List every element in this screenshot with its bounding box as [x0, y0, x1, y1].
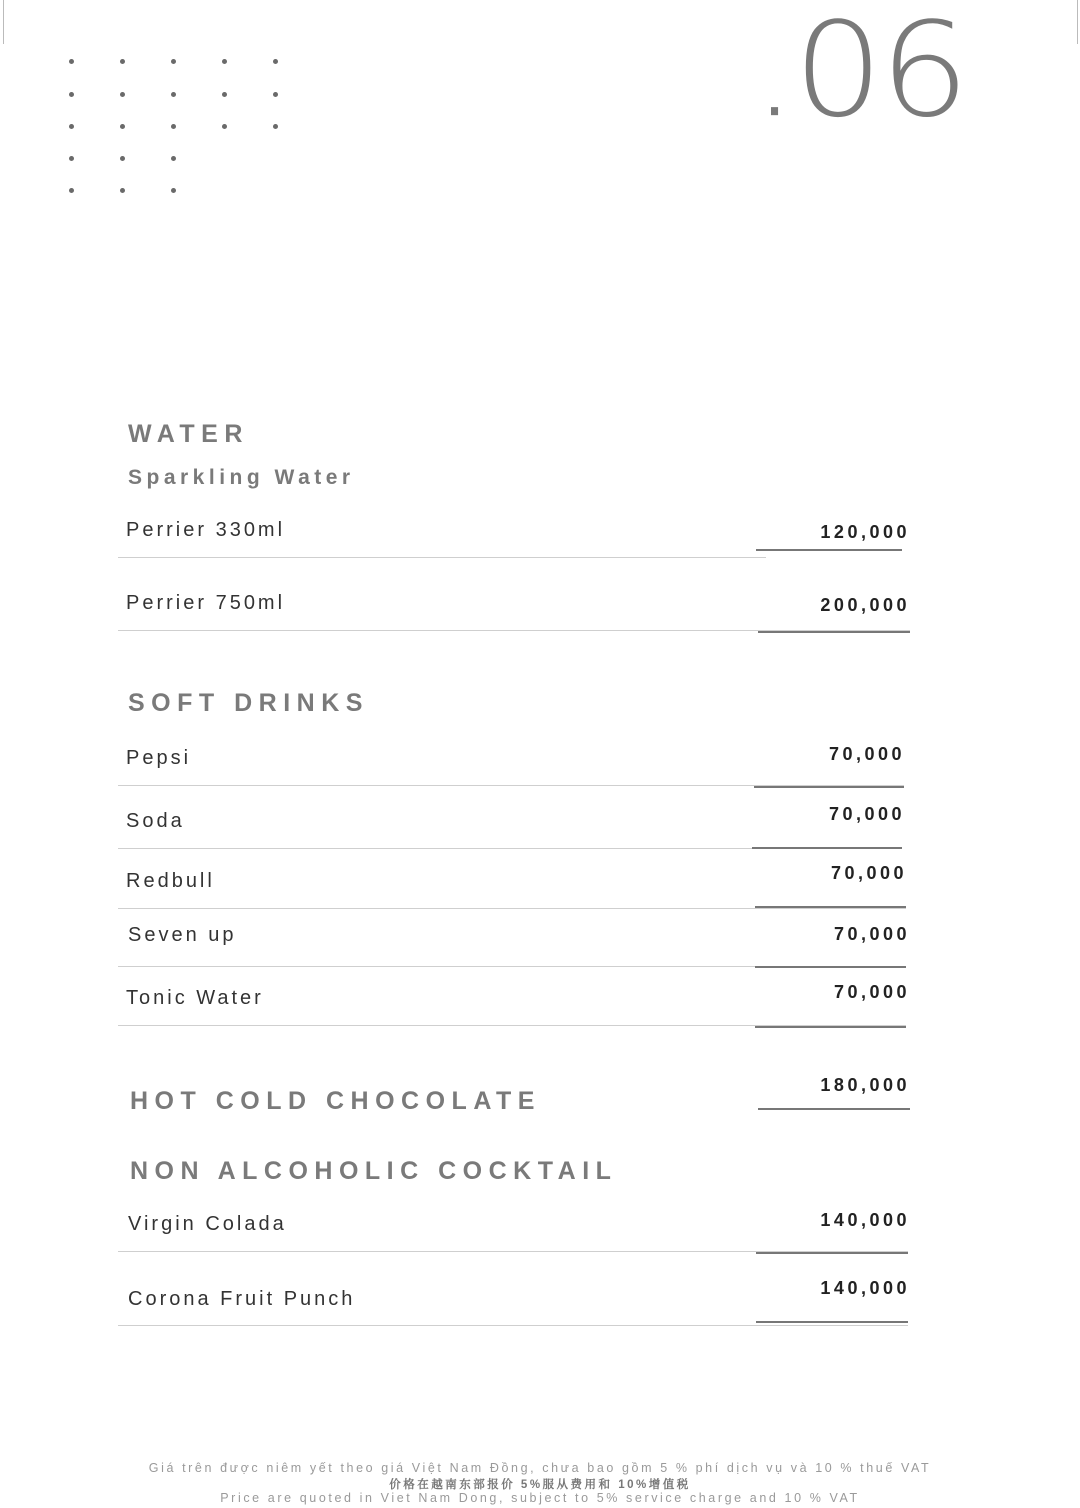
price-underline: [756, 1321, 908, 1323]
dot: [273, 92, 278, 97]
footer-vietnamese-note: Giá trên được niêm yết theo giá Việt Nam Đồng, chưa bao gồm 5 % phí dịch vụ và 10 % thuế VAT: [148, 1461, 932, 1475]
price-underline: [758, 631, 910, 633]
price-underline: [758, 1108, 910, 1110]
dot: [69, 188, 74, 193]
price-underline: [756, 549, 902, 551]
item-price: 200,000: [820, 595, 910, 615]
item-price: 70,000: [828, 804, 905, 824]
price-underline: [756, 1252, 908, 1254]
price-underline: [755, 906, 906, 908]
section-title-soft-drinks: SOFT DRINKS: [128, 689, 369, 717]
section-title-non-alcoholic-cocktail: NON ALCOHOLIC COCKTAIL: [130, 1157, 618, 1185]
dot: [120, 92, 125, 97]
dot: [120, 188, 125, 193]
item-name: Tonic Water: [126, 987, 264, 1009]
item-name: Perrier 750ml: [126, 592, 286, 614]
item-name: Corona Fruit Punch: [128, 1288, 356, 1310]
item-name: Perrier 330ml: [126, 519, 286, 541]
dot: [69, 92, 74, 97]
item-price: 70,000: [830, 863, 907, 883]
item-divider: [118, 908, 906, 909]
section-title-water: WATER: [128, 420, 249, 448]
price-underline: [754, 786, 904, 788]
item-price: 70,000: [833, 924, 910, 944]
item-price: 70,000: [833, 982, 910, 1002]
dot: [69, 124, 74, 129]
item-divider: [118, 1325, 908, 1326]
dot: [69, 59, 74, 64]
dot: [120, 156, 125, 161]
dot: [69, 156, 74, 161]
item-price: 140,000: [820, 1210, 910, 1230]
dot: [171, 124, 176, 129]
dot: [171, 59, 176, 64]
dot: [222, 92, 227, 97]
dot: [171, 156, 176, 161]
price-underline: [752, 847, 902, 849]
dot: [273, 124, 278, 129]
price-underline: [755, 966, 906, 968]
price-underline: [755, 1026, 906, 1028]
item-name: Soda: [126, 810, 185, 832]
page-number: .06: [752, 0, 966, 147]
dot: [171, 92, 176, 97]
subsection-title-sparkling-water: Sparkling Water: [128, 466, 355, 489]
dot: [222, 124, 227, 129]
dot: [273, 59, 278, 64]
decorative-dot-grid: [0, 0, 320, 220]
section-title-hot-cold-chocolate: HOT COLD CHOCOLATE: [130, 1087, 541, 1115]
item-name: Redbull: [126, 870, 215, 892]
right-edge-mark: [1077, 0, 1078, 44]
item-price: 140,000: [820, 1278, 910, 1298]
item-price: 120,000: [820, 522, 910, 542]
item-name: Virgin Colada: [128, 1213, 287, 1235]
dot: [120, 124, 125, 129]
item-name: Seven up: [128, 924, 237, 946]
dot: [120, 59, 125, 64]
item-price: 180,000: [820, 1075, 910, 1095]
footer-english-note: Price are quoted in Viet Nam Dong, subject to 5% service charge and 10 % VAT: [220, 1491, 860, 1505]
footer-chinese-note: 价格在越南东部报价 5%服从费用和 10%增值税: [389, 1479, 691, 1491]
item-name: Pepsi: [126, 747, 192, 769]
item-divider: [118, 557, 766, 558]
item-price: 70,000: [828, 744, 905, 764]
dot: [171, 188, 176, 193]
dot: [222, 59, 227, 64]
